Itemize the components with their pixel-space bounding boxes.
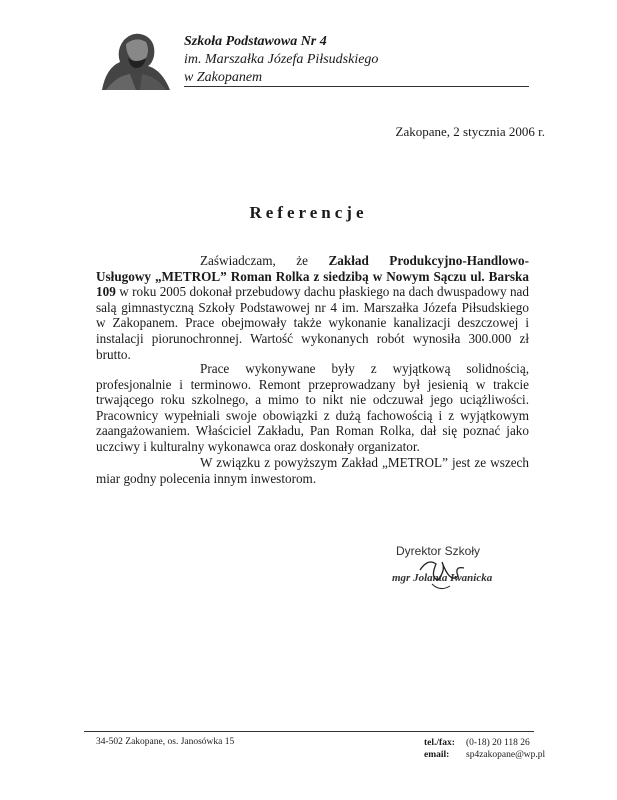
school-letterhead [184,33,378,87]
email-label: email: [424,750,450,760]
footer-address: 34-502 Zakopane, os. Janosówka 15 [96,737,235,747]
header-rule [184,86,529,87]
portrait-engraving [96,28,176,92]
school-name: Szkoła Podstawowa Nr 4 [184,34,327,49]
school-patron: im. Marszałka Józefa Piłsudskiego [184,52,379,67]
footer-contact [424,737,545,761]
tel-label: tel./fax: [424,738,455,748]
paragraph-2: Prace wykonywane były z wyjątkową solidnością, profesjonalnie i terminowo. Remont przeprowadzany był jesienią w trakcie trwającego roku szkolnego, a mimo to nikt nie odczuwał jego uciążliwości. Pracownicy wypełniali swoje obowiązki z dużą fachowością i z wyjątkowym zaangażowaniem. Właściciel Zakładu, Pan Roman Rolka, dał się poznać jako uczciwy i kulturalny wykonawca oraz doskonały organizator. [96,361,529,454]
paragraph-3: W związku z powyższym Zakład „METROL” jest ze wszech miar godny polecenia innym inwestorom. [96,455,529,486]
company-name: Zakład Produkcyjno-Handlowo-Usługowy „METROL” Roman Rolka z siedzibą w Nowym Sączu ul. Barska 109 [96,253,530,300]
school-city: w Zakopanem [184,70,263,85]
email-value: sp4zakopane@wp.pl [466,750,546,760]
letter-title: Referencje [249,203,368,222]
paragraph-1-intro: Zaświadczam, że [200,253,329,268]
handwritten-signature [380,540,530,610]
letter-date: Zakopane, 2 stycznia 2006 r. [395,124,545,139]
stamp-name: mgr Jolanta Iwanicka [392,572,493,584]
footer-rule [84,731,534,732]
paragraph-1 [96,253,529,362]
stamp-title: Dyrektor Szkoły [396,544,481,558]
tel-value: (0-18) 20 118 26 [466,738,530,748]
paragraph-1-rest: w roku 2005 dokonał przebudowy dachu płaskiego na dach dwuspadowy nad salą gimnastyczną Szkoły Podstawowej nr 4 im. Marszałka Józefa Piłsudskiego w Zakopanem. Prace obejmowały także wykonanie kanalizacji deszczowej i instalacji piorunochronnej. Wartość wykonanych robót wynosiła 300.000 zł brutto. [96,284,529,362]
